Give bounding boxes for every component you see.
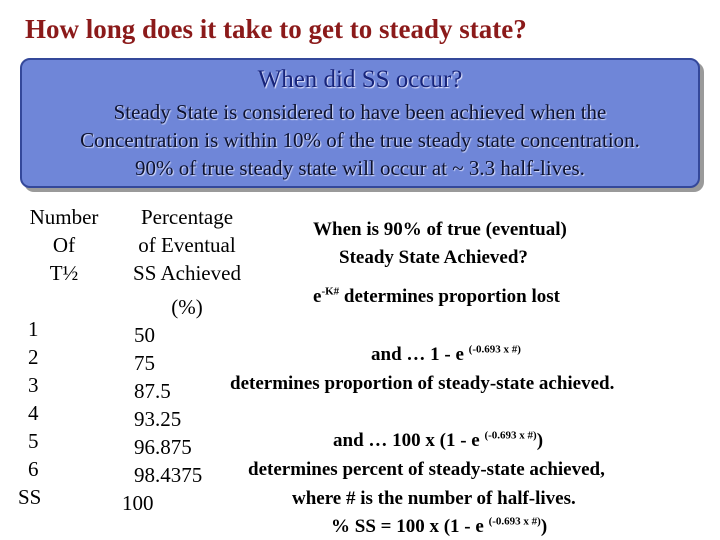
and-line-2	[333, 430, 543, 452]
box-line-3: 90% of true steady state will occur at ~ 3.3 half-lives.	[135, 156, 585, 180]
table-cell-pct: 100	[122, 491, 154, 515]
table-cell-pct: 87.5	[134, 379, 171, 403]
determines-line-2: determines percent of steady-state achieved,	[248, 459, 605, 480]
col2-header-line: SS Achieved	[133, 261, 241, 285]
table-cell-n: SS	[18, 485, 42, 509]
box-heading: When did SS occur?	[257, 66, 463, 93]
col1-header-line: Of	[52, 233, 76, 257]
table-cell-pct: 50	[134, 323, 155, 347]
half-lives-column	[18, 203, 110, 511]
and2-close: )	[536, 430, 544, 451]
exp-superscript: -K#	[321, 285, 340, 298]
and2-text: and … 100 x (1 - e	[333, 430, 485, 451]
where-line: where # is the number of half-lives.	[292, 488, 576, 509]
ss-superscript: (-0.693 x #)	[488, 515, 541, 528]
box-line-2: Concentration is within 10% of the true steady state concentration.	[80, 128, 640, 152]
and1-text: and … 1 - e	[371, 344, 469, 365]
table-cell-n: 1	[28, 317, 39, 341]
table-cell-pct: 98.4375	[134, 463, 203, 487]
table-cell-n: 5	[28, 429, 39, 453]
exp-text: determines proportion lost	[339, 286, 560, 307]
determines-line-1: determines proportion of steady-state achieved.	[230, 373, 615, 394]
slide-title: How long does it take to get to steady state?	[25, 14, 527, 44]
ss-close: )	[540, 516, 548, 537]
and2-superscript: (-0.693 x #)	[484, 429, 537, 442]
table-cell-n: 2	[28, 345, 39, 369]
question-line-2: Steady State Achieved?	[339, 247, 528, 268]
and1-superscript: (-0.693 x #)	[468, 343, 521, 356]
exp-line	[313, 286, 560, 308]
box-line-1: Steady State is considered to have been achieved when the	[113, 100, 607, 124]
ss-text: % SS = 100 x (1 - e	[331, 516, 489, 537]
col1-header-line: Number	[29, 205, 99, 229]
ss-formula	[331, 516, 547, 538]
table-cell-pct: 96.875	[134, 435, 192, 459]
table-cell-n: 3	[28, 373, 39, 397]
table-cell-pct: 75	[134, 351, 155, 375]
table-cell-n: 4	[28, 401, 39, 425]
definition-box	[20, 58, 700, 188]
col2-header-line: (%)	[171, 295, 203, 319]
table-cell-pct: 93.25	[134, 407, 182, 431]
table-cell-n: 6	[28, 457, 39, 481]
exp-base: e	[313, 286, 322, 307]
question-line-1: When is 90% of true (eventual)	[313, 219, 567, 240]
percentage-column	[112, 203, 262, 517]
box-body	[22, 98, 698, 182]
col1-header-line: T½	[49, 261, 79, 285]
col2-header-line: Percentage	[140, 205, 234, 229]
col2-header-line: of Eventual	[138, 233, 236, 257]
and-line-1	[371, 344, 521, 366]
